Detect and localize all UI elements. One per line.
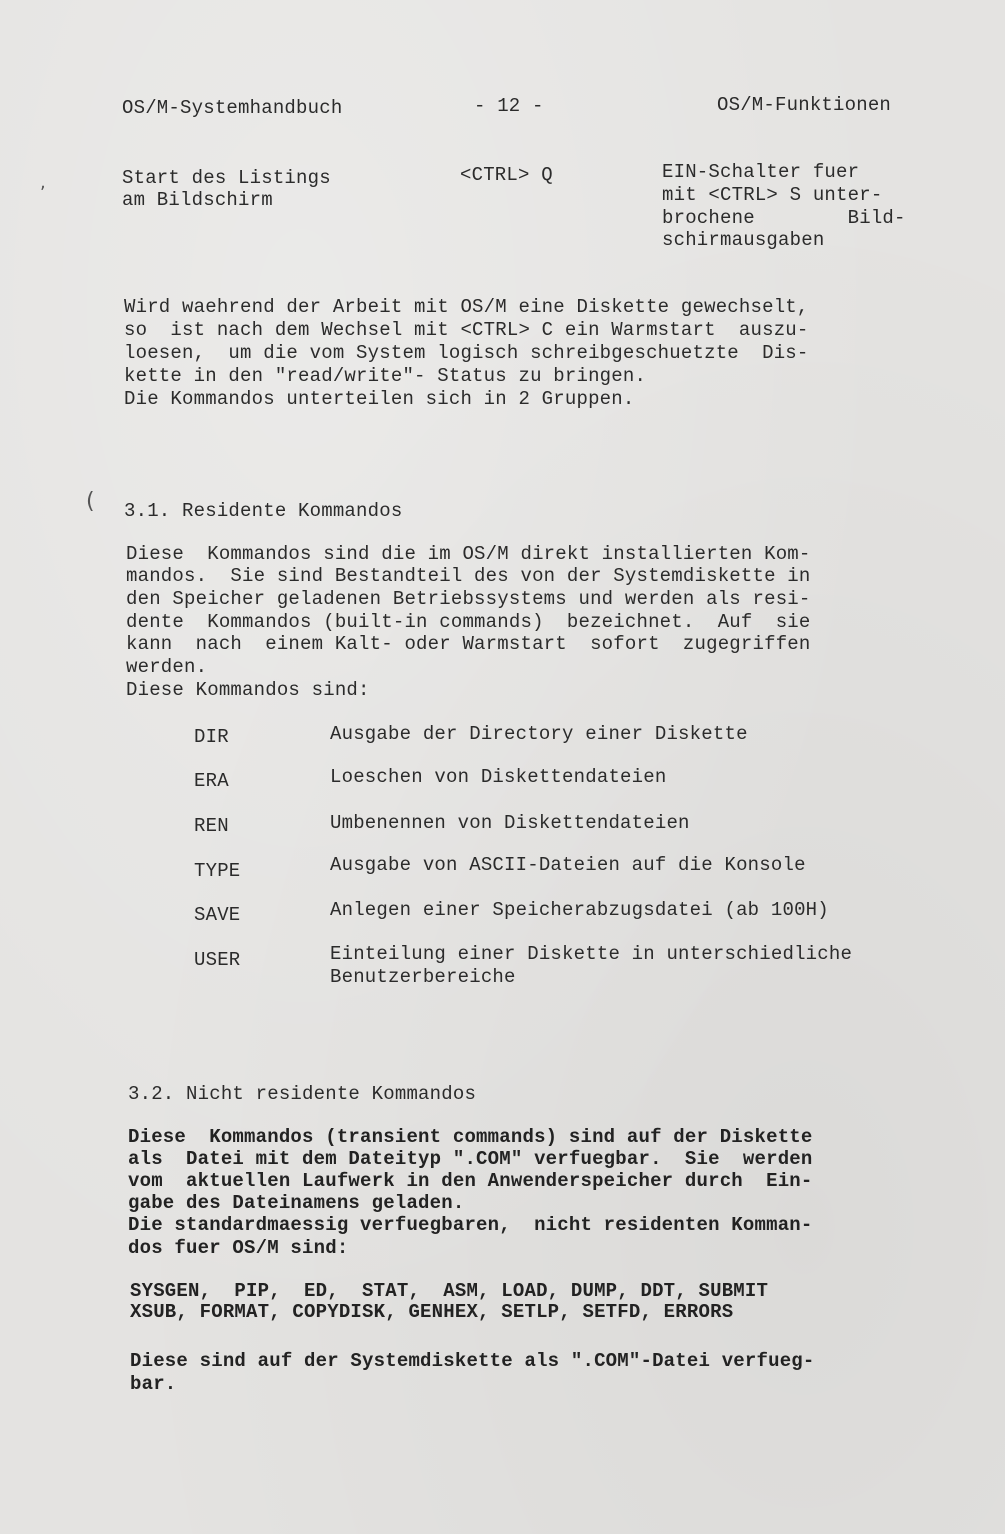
section-heading-nicht-residente: 3.2. Nicht residente Kommandos xyxy=(128,1083,477,1105)
section2-body-line: Die standardmaessig verfuegbaren, nicht residenten Komman- xyxy=(128,1214,813,1236)
section2-body-line: als Datei mit dem Dateityp ".COM" verfuegbar. Sie werden xyxy=(128,1148,813,1170)
header-right: OS/M-Funktionen xyxy=(717,94,892,116)
intro-line: Wird waehrend der Arbeit mit OS/M eine Diskette gewechselt, xyxy=(124,296,809,318)
command-name: USER xyxy=(194,949,241,971)
command-name: TYPE xyxy=(194,860,241,882)
command-description-continued: Benutzerbereiche xyxy=(330,966,516,988)
section1-body-line: Diese Kommandos sind die im OS/M direkt installierten Kom- xyxy=(126,543,811,565)
top-row-col3-line3: brochene Bild- xyxy=(662,207,906,229)
section1-body-line: dente Kommandos (built-in commands) bezeichnet. Auf sie xyxy=(126,611,811,633)
header-left: OS/M-Systemhandbuch xyxy=(122,97,343,119)
margin-mark: , xyxy=(40,172,46,193)
command-name: DIR xyxy=(194,726,229,748)
command-description: Einteilung einer Diskette in unterschiedliche xyxy=(330,943,853,965)
top-row-col3-line2: mit <CTRL> S unter- xyxy=(662,184,883,206)
command-name: REN xyxy=(194,815,229,837)
page-number: - 12 - xyxy=(474,95,544,117)
closing-line: Diese sind auf der Systemdiskette als ".COM"-Datei verfueg- xyxy=(130,1350,815,1372)
top-row-col3-line1: EIN-Schalter fuer xyxy=(662,161,860,183)
command-description: Loeschen von Diskettendateien xyxy=(330,766,667,788)
top-row-col1-line1: Start des Listings xyxy=(122,167,331,189)
section1-body-line: werden. xyxy=(126,656,208,678)
section2-body-line: gabe des Dateinamens geladen. xyxy=(128,1192,465,1214)
margin-bracket: ( xyxy=(86,489,95,514)
command-description: Umbenennen von Diskettendateien xyxy=(330,812,690,834)
command-description: Ausgabe von ASCII-Dateien auf die Konsole xyxy=(330,854,806,876)
intro-line: so ist nach dem Wechsel mit <CTRL> C ein Warmstart auszu- xyxy=(124,319,809,341)
section-heading-residente: 3.1. Residente Kommandos xyxy=(124,500,403,522)
section2-body-line: dos fuer OS/M sind: xyxy=(128,1237,349,1259)
top-row-col2: <CTRL> Q xyxy=(460,164,553,186)
section1-body-line: den Speicher geladenen Betriebssystems und werden als resi- xyxy=(126,588,811,610)
section1-body-line: Diese Kommandos sind: xyxy=(126,679,370,701)
command-description: Ausgabe der Directory einer Diskette xyxy=(330,723,748,745)
section2-body-line: vom aktuellen Laufwerk in den Anwenderspeicher durch Ein- xyxy=(128,1170,813,1192)
section1-body-line: mandos. Sie sind Bestandteil des von der Systemdiskette in xyxy=(126,565,811,587)
command-name: ERA xyxy=(194,770,229,792)
command-description: Anlegen einer Speicherabzugsdatei (ab 100H) xyxy=(330,899,829,921)
top-row-col1-line2: am Bildschirm xyxy=(122,189,273,211)
intro-line: loesen, um die vom System logisch schreibgeschuetzte Dis- xyxy=(124,342,809,364)
intro-line: kette in den "read/write"- Status zu bringen. xyxy=(124,365,647,387)
intro-line: Die Kommandos unterteilen sich in 2 Gruppen. xyxy=(124,388,635,410)
closing-line: bar. xyxy=(130,1373,177,1395)
section2-body-line: Diese Kommandos (transient commands) sind auf der Diskette xyxy=(128,1126,813,1148)
section1-body-line: kann nach einem Kalt- oder Warmstart sofort zugegriffen xyxy=(126,633,811,655)
top-row-col3-line4: schirmausgaben xyxy=(662,229,825,251)
command-name: SAVE xyxy=(194,904,241,926)
transient-command-list: XSUB, FORMAT, COPYDISK, GENHEX, SETLP, SETFD, ERRORS xyxy=(130,1301,734,1323)
transient-command-list: SYSGEN, PIP, ED, STAT, ASM, LOAD, DUMP, DDT, SUBMIT xyxy=(130,1280,769,1302)
